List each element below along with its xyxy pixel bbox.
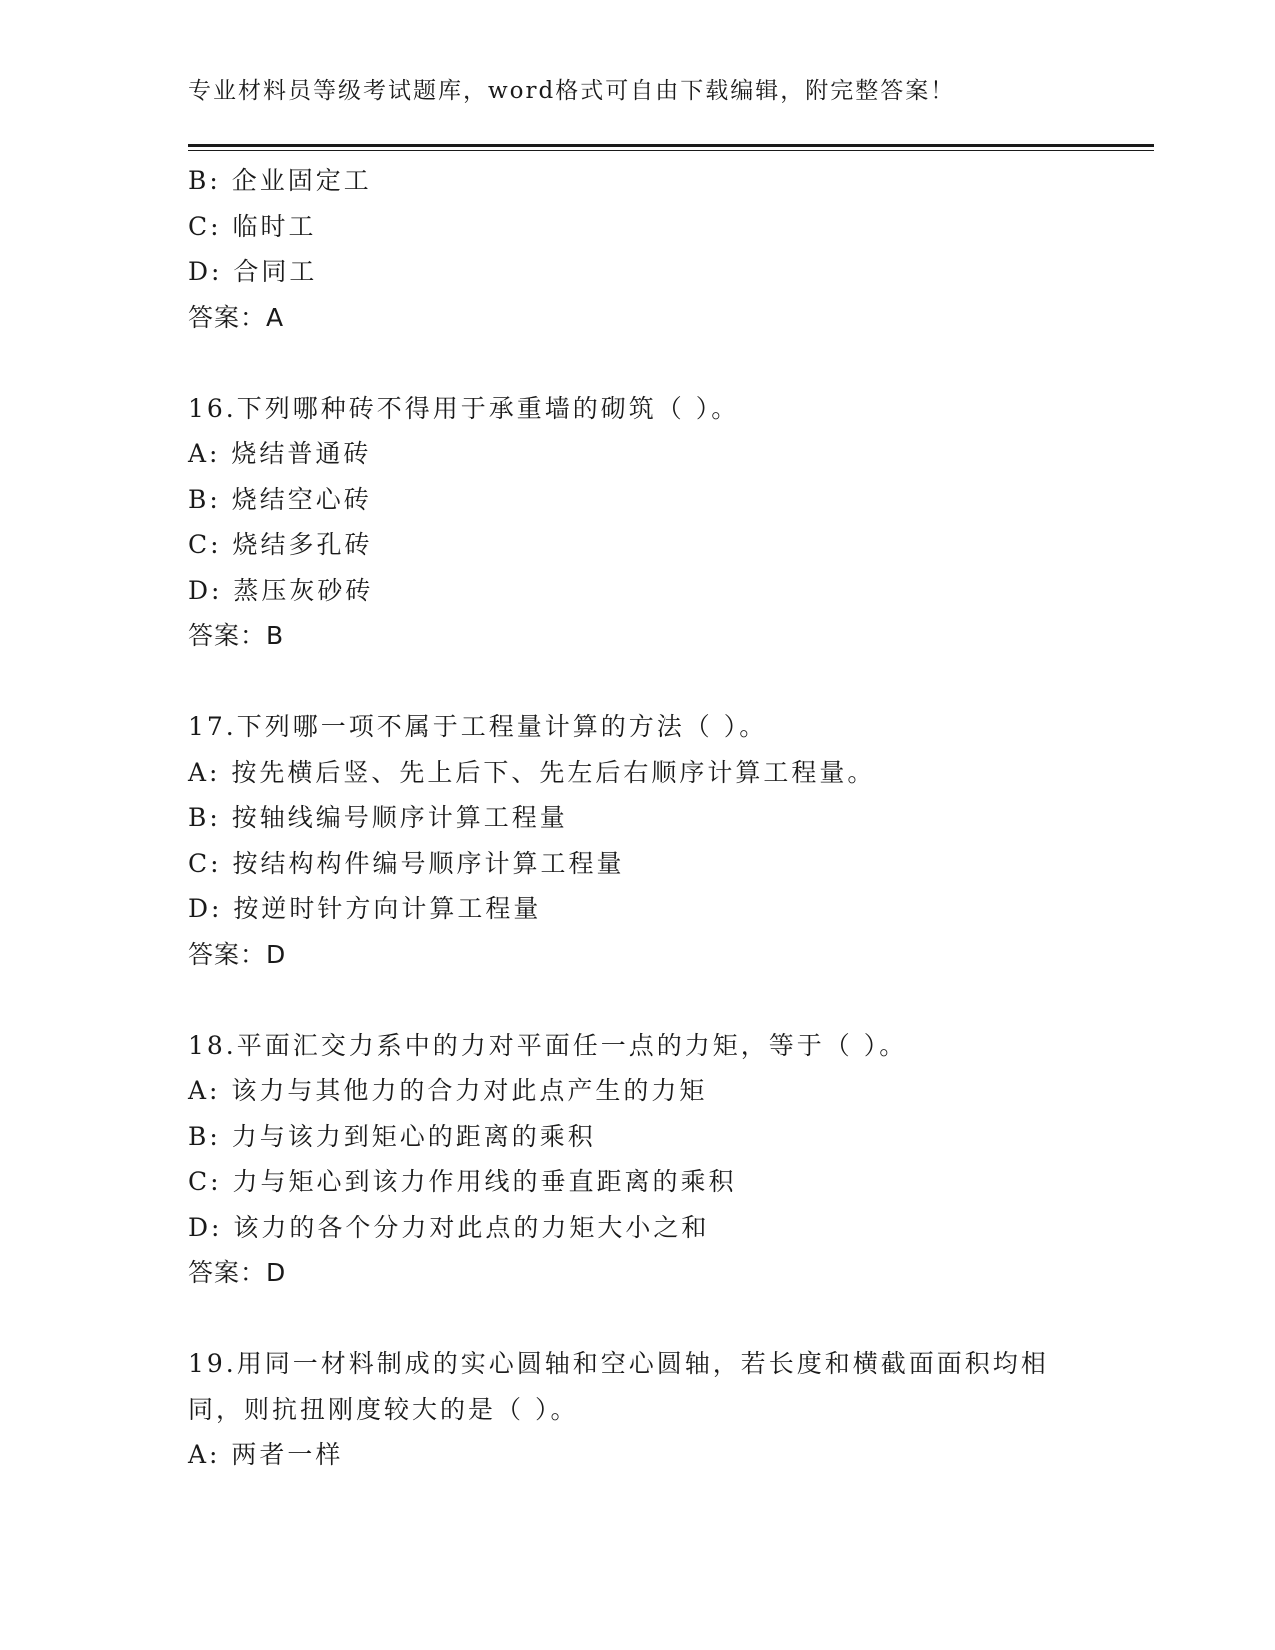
question-stem: 17.下列哪一项不属于工程量计算的方法（ ）。 bbox=[188, 712, 768, 741]
answer: 答案：A bbox=[188, 302, 285, 332]
option-a: A: 两者一样 bbox=[188, 1440, 344, 1469]
spacer bbox=[188, 659, 1148, 705]
option-c: C: 临时工 bbox=[188, 211, 317, 241]
option-c: C: 力与矩心到该力作用线的垂直距离的乘积 bbox=[188, 1167, 737, 1196]
spacer bbox=[188, 977, 1148, 1023]
option-c: C: 按结构构件编号顺序计算工程量 bbox=[188, 848, 625, 878]
answer: 答案：D bbox=[188, 1258, 287, 1287]
spacer bbox=[188, 340, 1148, 386]
option-b: B: 力与该力到矩心的距离的乘积 bbox=[188, 1121, 596, 1151]
option-c: C: 烧结多孔砖 bbox=[188, 530, 373, 559]
header-rule bbox=[188, 144, 1154, 151]
option-d: D: 按逆时针方向计算工程量 bbox=[188, 894, 542, 923]
option-b: B: 企业固定工 bbox=[188, 166, 372, 195]
option-d: D: 蒸压灰砂砖 bbox=[188, 575, 374, 605]
spacer bbox=[188, 1296, 1148, 1342]
question-stem: 16.下列哪种砖不得用于承重墙的砌筑（ ）。 bbox=[188, 393, 740, 423]
page-header: 专业材料员等级考试题库，word格式可自由下载编辑，附完整答案！ bbox=[188, 78, 956, 104]
option-b: B: 烧结空心砖 bbox=[188, 484, 372, 514]
option-d: D: 合同工 bbox=[188, 257, 318, 286]
question-stem-line-1: 19.用同一材料制成的实心圆轴和空心圆轴，若长度和横截面面积均相 bbox=[188, 1349, 1049, 1378]
option-a: A: 烧结普通砖 bbox=[188, 439, 372, 468]
answer: 答案：B bbox=[188, 621, 285, 650]
question-stem: 18.平面汇交力系中的力对平面任一点的力矩，等于（ ）。 bbox=[188, 1030, 908, 1060]
question-stem-line-2: 同，则抗扭刚度较大的是（ ）。 bbox=[188, 1394, 579, 1424]
option-b: B: 按轴线编号顺序计算工程量 bbox=[188, 803, 568, 832]
answer: 答案：D bbox=[188, 939, 287, 969]
option-d: D: 该力的各个分力对此点的力矩大小之和 bbox=[188, 1212, 710, 1242]
document-body bbox=[188, 158, 1148, 1478]
option-a: A: 按先横后竖、先上后下、先左后右顺序计算工程量。 bbox=[188, 757, 876, 787]
option-a: A: 该力与其他力的合力对此点产生的力矩 bbox=[188, 1076, 708, 1105]
